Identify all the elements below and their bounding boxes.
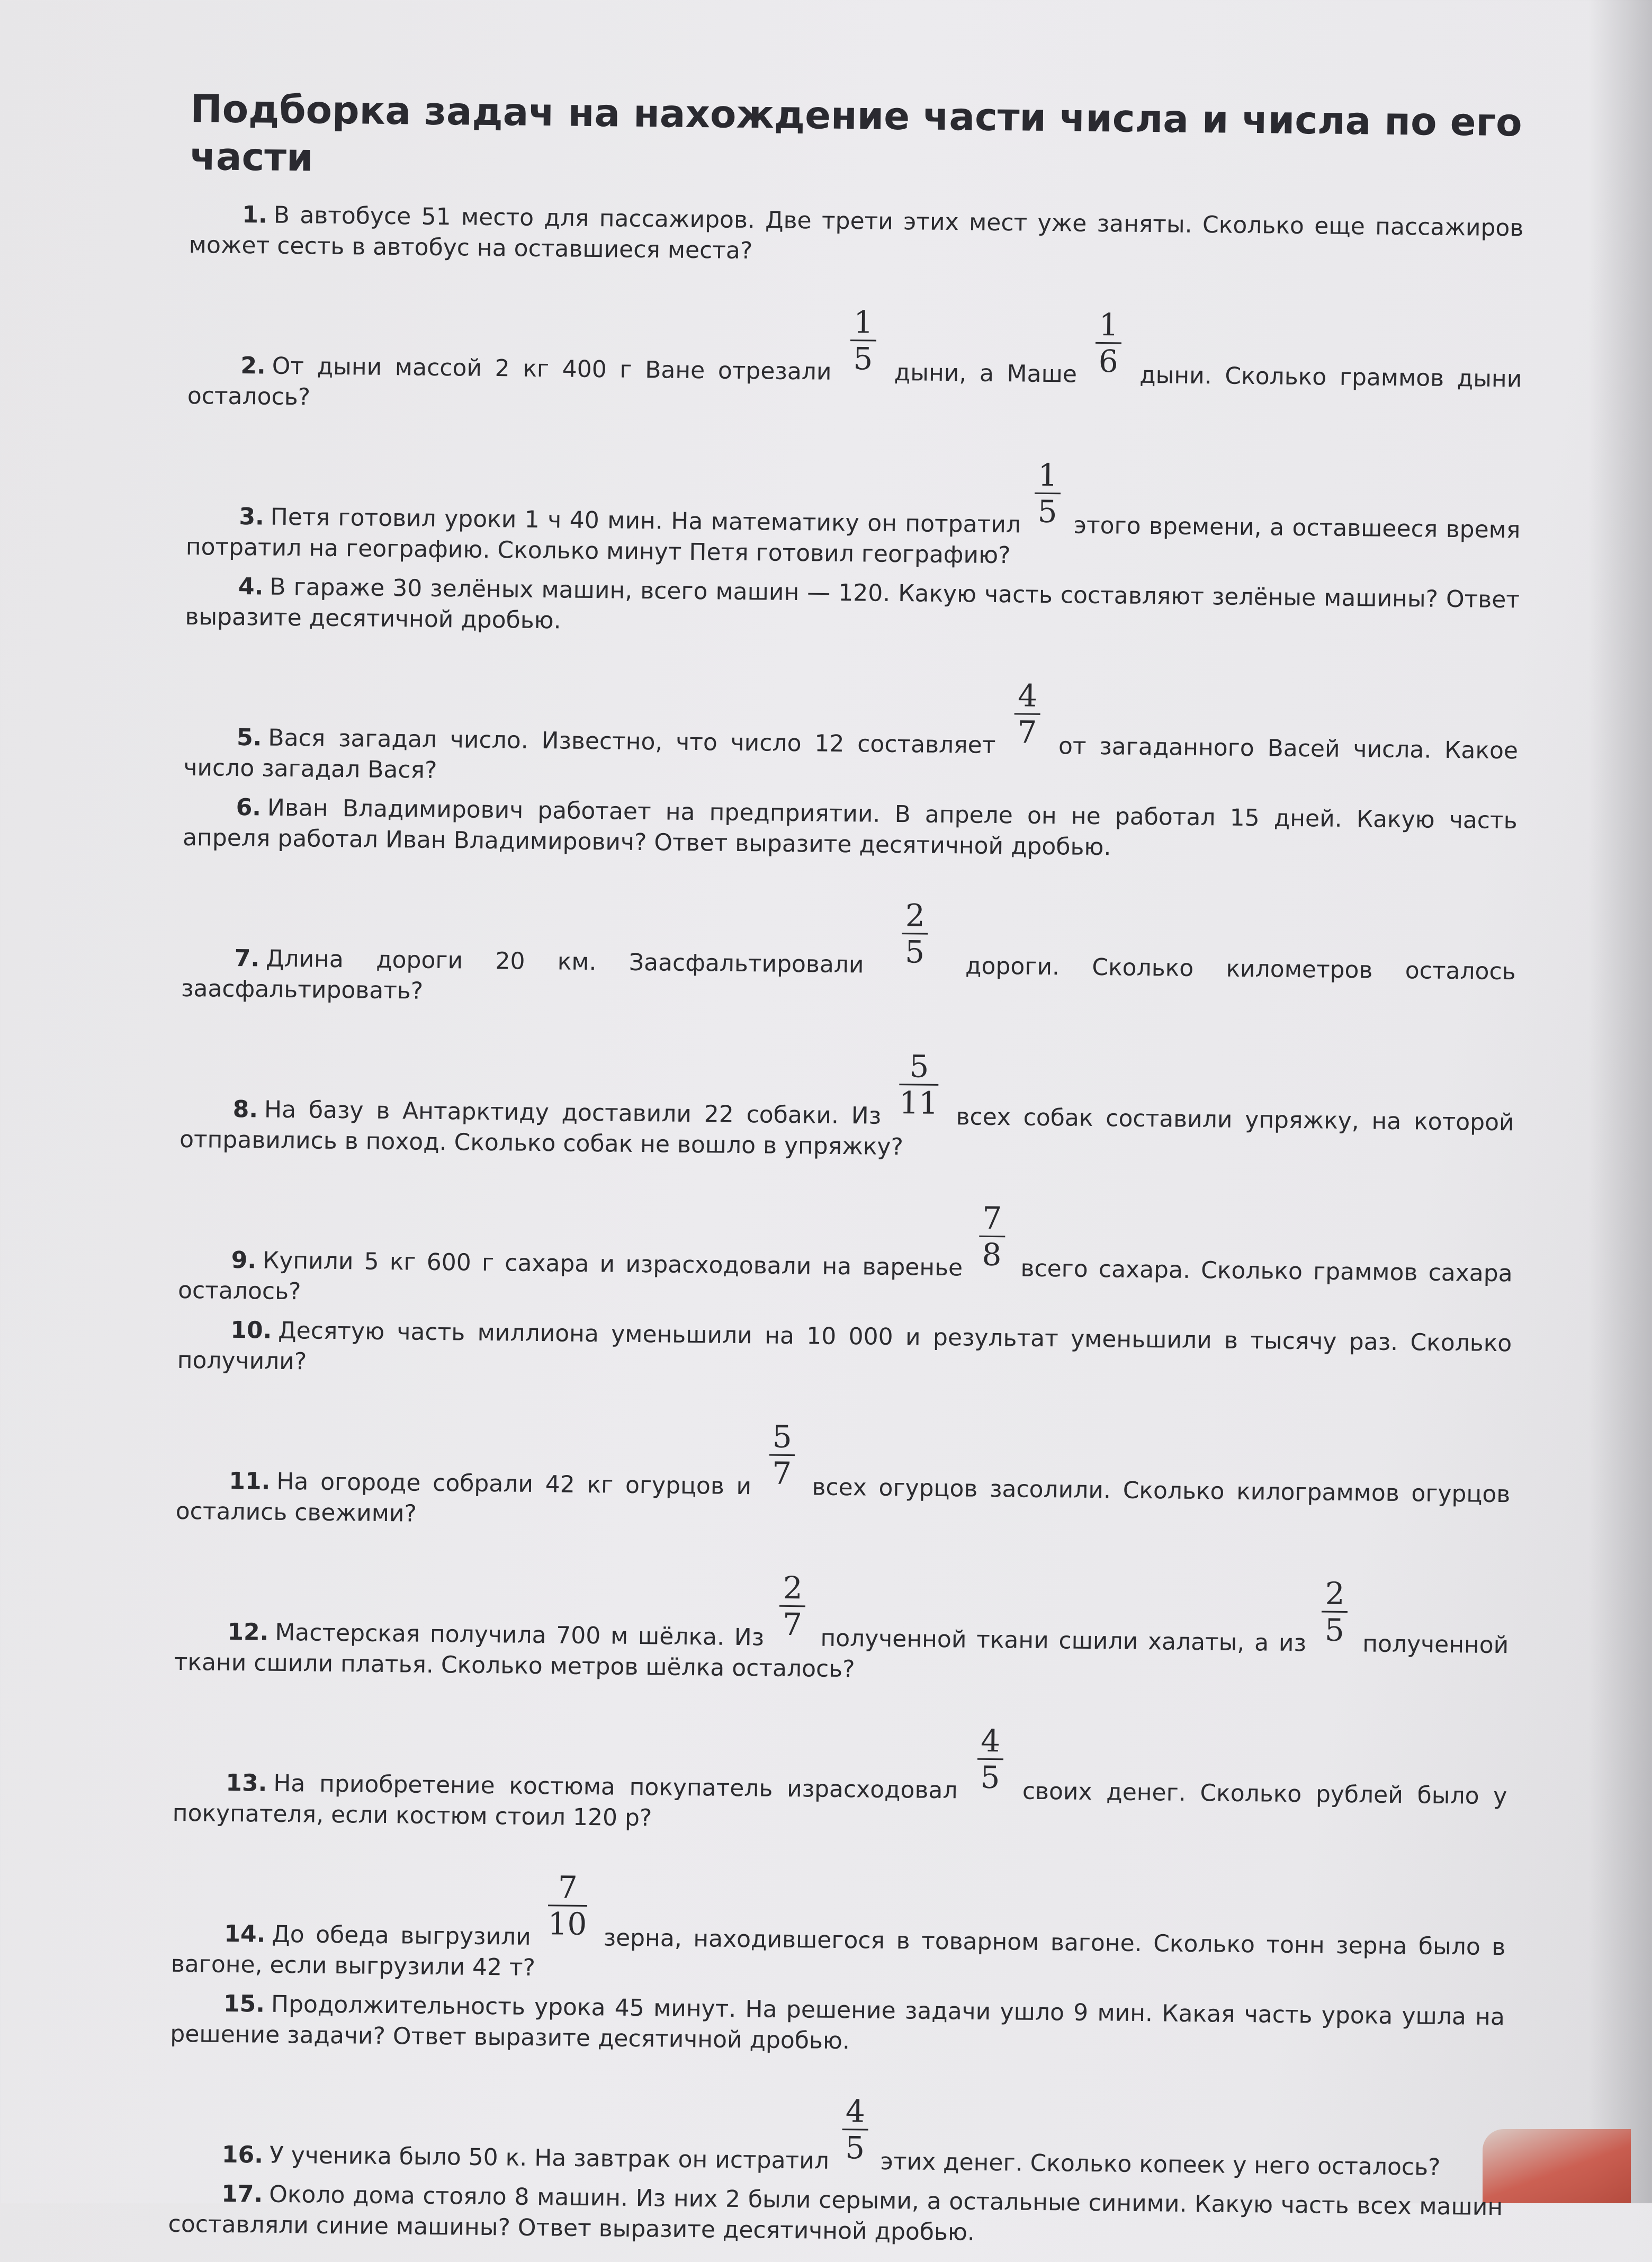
problem-text: Вася загадал число. Известно, что число 12 составляет (268, 724, 1009, 759)
fraction-numerator: 4 (842, 2094, 869, 2131)
problem-list (168, 199, 1523, 2254)
fraction (547, 1870, 587, 1942)
problem-3 (186, 449, 1521, 576)
fraction-numerator: 2 (902, 898, 929, 935)
problem-text: Длина дороги 20 км. Заасфальтировали (265, 945, 897, 979)
problem-2 (187, 298, 1523, 425)
fraction-numerator: 4 (977, 1723, 1004, 1760)
problem-number: 12. (227, 1618, 269, 1646)
problem-text: Продолжительность урока 45 минут. На решение задачи ушло 9 мин. Какая часть урока ушла на решение задачи? Ответ выразите десятичной дробью. (170, 1990, 1505, 2055)
problem-text: всех собак составили упряжку, на которой отправились в поход. Сколько собак не вошло в упряжку? (179, 1103, 1514, 1161)
problem-number: 10. (230, 1316, 272, 1344)
worksheet-title: Подборка задач на нахождение части числа и числа по его части (190, 86, 1523, 180)
problem-number: 2. (240, 352, 266, 380)
problem-text: дыни. Сколько граммов дыни осталось? (187, 361, 1522, 411)
problem-8 (179, 1041, 1515, 1169)
problem-text: всех огурцов засолили. Сколько килограммов огурцов остались свежими? (175, 1473, 1511, 1527)
problem-number: 6. (236, 793, 262, 821)
problem-number: 1. (242, 201, 268, 229)
problem-15 (170, 1988, 1505, 2063)
problem-5 (183, 669, 1519, 797)
page-edge-shadow (1588, 0, 1652, 2203)
problem-number: 14. (224, 1920, 266, 1948)
fraction (1034, 458, 1061, 530)
problem-12 (174, 1564, 1510, 1692)
problem-text: полученной ткани сшили халаты, а из (810, 1624, 1316, 1657)
problem-4 (185, 571, 1520, 646)
problem-number: 11. (229, 1467, 271, 1495)
problem-16 (169, 2087, 1504, 2184)
fraction-denominator: 11 (899, 1085, 939, 1121)
problem-number: 16. (221, 2141, 264, 2169)
problem-text: дыни, а Маше (881, 359, 1090, 388)
fraction (1322, 1576, 1348, 1648)
fraction (850, 305, 876, 377)
fraction-denominator: 6 (1098, 343, 1119, 380)
problem-9 (178, 1192, 1513, 1320)
problem-text: Петя готовил уроки 1 ч 40 мин. На математику он потратил (270, 503, 1029, 539)
problem-number: 7. (234, 944, 260, 972)
problem-text: Купили 5 кг 600 г сахара и израсходовали на варенье (262, 1247, 974, 1282)
fraction-denominator: 5 (980, 1759, 1000, 1796)
problem-number: 17. (221, 2180, 263, 2208)
fraction-denominator: 5 (1324, 1612, 1345, 1648)
problem-text: До обеда выгрузили (272, 1920, 543, 1951)
fraction-denominator: 10 (547, 1906, 587, 1943)
fraction-denominator: 8 (982, 1236, 1002, 1273)
problem-text: дороги. Сколько километров осталось заасфальтировать? (181, 952, 1516, 1005)
fraction-numerator: 2 (1322, 1576, 1348, 1613)
fraction-numerator: 2 (779, 1570, 806, 1607)
fraction-numerator: 7 (548, 1870, 588, 1907)
fraction-numerator: 5 (769, 1419, 796, 1456)
problem-text: этого времени, а оставшееся время потратил на географию. Сколько минут Петя готовил географию? (185, 512, 1521, 569)
problem-number: 8. (232, 1095, 258, 1123)
problem-17 (168, 2178, 1503, 2254)
problem-text: от загаданного Васей числа. Какое число загадал Вася? (183, 732, 1519, 784)
problem-text: Около дома стояло 8 машин. Из них 2 были серыми, а остальные синими. Какую часть всех машин составляли синие машины? Ответ выразите десятичной дробью. (168, 2180, 1503, 2246)
worksheet (168, 85, 1525, 2262)
fraction (779, 1570, 806, 1642)
fraction-denominator: 5 (904, 934, 925, 970)
problem-text: На огороде собрали 42 кг огурцов и (276, 1468, 764, 1500)
fraction-numerator: 4 (1014, 678, 1041, 715)
problem-number: 4. (238, 573, 264, 601)
fraction-denominator: 7 (1017, 714, 1037, 750)
problem-6 (183, 792, 1518, 867)
problem-text: Иван Владимирович работает на предприятии. В апреле он не работал 15 дней. Какую часть апреля работал Иван Владимирович? Ответ выразите десятичной дробью. (182, 794, 1518, 861)
fraction (769, 1419, 795, 1491)
corner-object (1483, 2129, 1631, 2203)
problem-text: зерна, находившегося в товарном вагоне. Сколько тонн зерна было в вагоне, если выгрузили 42 т? (170, 1924, 1506, 1982)
problem-14 (171, 1866, 1506, 1993)
problem-text: На приобретение костюма покупатель израсходовал (273, 1769, 972, 1804)
fraction (1096, 307, 1122, 379)
fraction-denominator: 7 (782, 1606, 803, 1643)
problem-text: Мастерская получила 700 м шёлка. Из (275, 1619, 775, 1651)
fraction-denominator: 5 (853, 341, 873, 377)
fraction-denominator: 5 (1037, 493, 1057, 530)
problem-number: 13. (226, 1769, 267, 1797)
problem-text: В автобусе 51 место для пассажиров. Две трети этих мест уже заняты. Сколько еще пассажиров может сесть в автобус на оставшиеся места? (188, 201, 1524, 265)
problem-text: всего сахара. Сколько граммов сахара осталось? (177, 1255, 1513, 1306)
problem-text: У ученика было 50 к. На завтрак он истратил (269, 2141, 837, 2175)
problem-number: 3. (239, 503, 265, 531)
fraction-numerator: 7 (979, 1201, 1005, 1238)
problem-11 (175, 1413, 1511, 1541)
fraction (978, 1201, 1005, 1273)
problem-number: 5. (236, 723, 262, 752)
problem-text: этих денег. Сколько копеек у него осталось? (873, 2148, 1441, 2181)
problem-number: 9. (231, 1246, 257, 1274)
problem-7 (181, 890, 1516, 1018)
fraction-numerator: 1 (850, 305, 877, 342)
problem-1 (189, 199, 1524, 274)
problem-text: своих денег. Сколько рублей было у покупателя, если костюм стоил 120 р? (172, 1777, 1507, 1832)
problem-10 (177, 1315, 1512, 1390)
fraction (902, 898, 928, 970)
fraction-numerator: 1 (1096, 307, 1122, 344)
fraction-numerator: 1 (1035, 458, 1061, 495)
problem-13 (173, 1715, 1508, 1843)
problem-text: От дыни массой 2 кг 400 г Ване отрезали (272, 352, 845, 386)
fraction (842, 2094, 868, 2166)
problem-text: На базу в Антарктиду доставили 22 собаки. Из (264, 1096, 894, 1130)
fraction (977, 1723, 1003, 1795)
problem-text: Десятую часть миллиона уменьшили на 10 000 и результат уменьшили в тысячу раз. Сколько получили? (177, 1317, 1512, 1375)
problem-number: 15. (223, 1990, 265, 2018)
fraction-numerator: 5 (900, 1049, 939, 1086)
problem-text: полученной ткани сшили платья. Сколько метров шёлка осталось? (174, 1630, 1509, 1683)
fraction (1014, 678, 1040, 750)
fraction-denominator: 7 (771, 1455, 792, 1492)
problem-text: В гараже 30 зелёных машин, всего машин — 120. Какую часть составляют зелёные машины? Ответ выразите десятичной дробью. (185, 573, 1520, 634)
fraction-denominator: 5 (845, 2130, 865, 2166)
fraction (899, 1049, 939, 1121)
